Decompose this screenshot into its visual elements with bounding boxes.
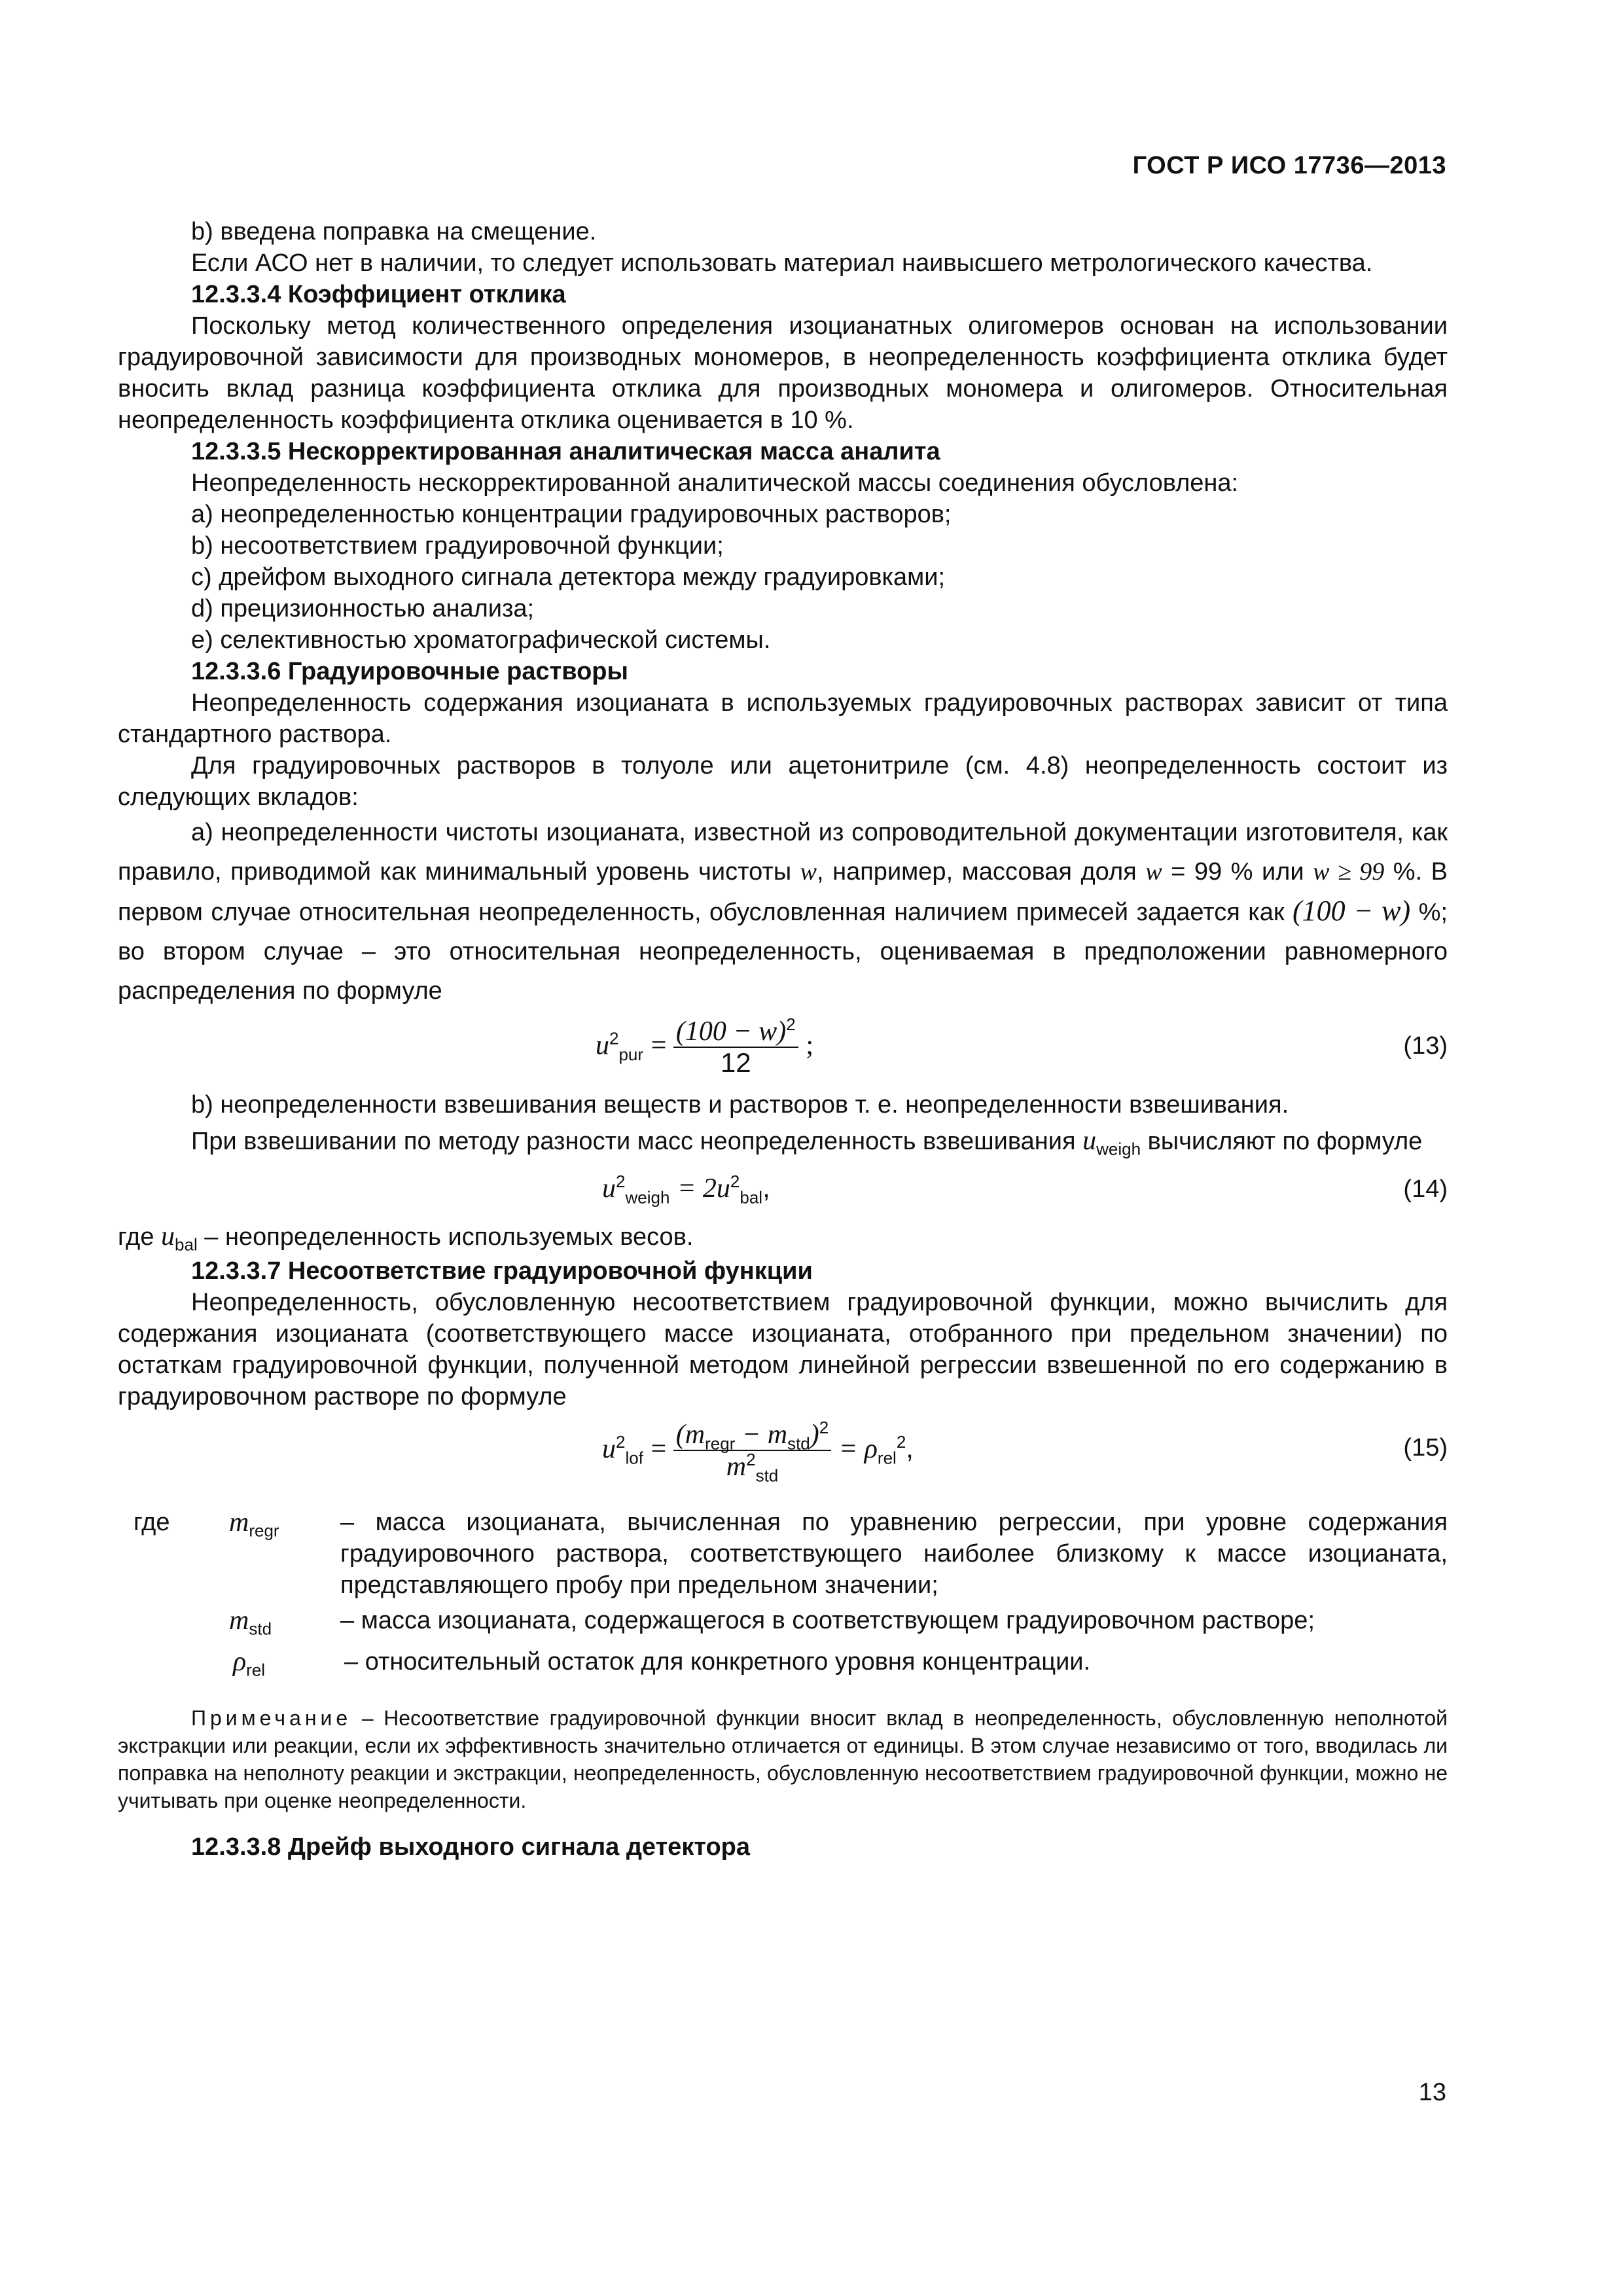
def-symbol: m [229,1507,249,1537]
paragraph: Поскольку метод количественного определения изоцианатных олигомеров основан на использовании градуировочной зависимости для производных мономеров, в неопределенность коэффициента отклика будет вносить вклад разница коэффициента отклика для производных мономера и олигомеров. Относительная неопределенность коэффициента отклика оценивается в 10 %. [118,312,1448,434]
def-sub: std [249,1619,272,1639]
list-item: e) селективностью хроматографической системы. [191,626,771,654]
note-text: – Несоответствие градуировочной функции вносит вклад в неопределенность, обусловленную неполнотой экстракции или реакции, если их эффективность значительно отличается от единицы. В этом случае независимо от того, вводилась ли поправка на неполноту реакции и экстракции, неопределенность, обусловленную несоответствием градуировочной функции, можно не учитывать при оценке неопределенности. [118,1706,1448,1812]
paragraph-weighing [118,1121,1448,1162]
def-text: – масса изоцианата, вычисленная по уравнению регрессии, при уровне содержания градуировочного раствора, соответствующего наиболее близкому к массе изоцианата, представляющего пробу при предельном значении; [340,1509,1448,1599]
eq-sub: std [755,1465,779,1486]
eq-symbol: u [596,1030,609,1061]
list-item: a) неопределенностью концентрации градуировочных растворов; [191,501,952,528]
definition-row [118,1646,1448,1678]
eq-sub: lof [625,1448,643,1468]
text: При взвешивании по методу разности масс неопределенность взвешивания [191,1128,1076,1155]
eq-denominator: m [726,1452,747,1482]
equation-number: (13) [1403,1032,1448,1060]
math-expression: w ≥ 99 [1313,858,1385,886]
list-item: d) прецизионностью анализа; [191,595,535,622]
text: a) неопределенности чистоты изоцианата, известной из сопроводительной документации изготовителя, как правило, приводимой как минимальный уровень чистоты [118,819,1448,886]
text: , например, массовая доля [817,858,1137,886]
where-label: где [134,1509,170,1536]
note [118,1704,1448,1814]
section-heading: 12.3.3.8 Дрейф выходного сигнала детектора [191,1833,750,1861]
text: = 99 % или [1171,858,1304,886]
eq-symbol: u [602,1434,616,1465]
eq-sub: regr [705,1433,736,1454]
math-symbol: w [1145,858,1162,886]
definition-row [118,1605,1448,1637]
equation-number: (15) [1403,1434,1448,1462]
eq-sup: 2 [609,1028,619,1049]
section-heading: 12.3.3.5 Нескорректированная аналитическая масса аналита [191,438,940,465]
eq-sub: rel [877,1448,897,1468]
def-sub: rel [246,1660,266,1680]
eq-sub: bal [740,1187,763,1208]
eq-sup: 2 [746,1450,756,1469]
eq-sup: 2 [786,1014,796,1034]
list-item: c) дрейфом выходного сигнала детектора между градуировками; [191,564,946,591]
def-symbol: ρ [233,1647,247,1677]
eq-sup: 2 [730,1172,740,1191]
paragraph-bal [118,1218,1448,1255]
paragraph: b) неопределенности взвешивания веществ и растворов т. е. неопределенности взвешивания. [191,1091,1289,1119]
equation-number: (14) [1403,1175,1448,1203]
def-text: – масса изоцианата, содержащегося в соответствующем градуировочном растворе; [340,1607,1315,1634]
math-sub: weigh [1096,1139,1141,1159]
eq-sup: 2 [896,1432,906,1452]
eq-numerator: (100 − w) [675,1016,787,1047]
section-heading: 12.3.3.6 Градуировочные растворы [191,658,628,685]
eq-sub: pur [618,1044,644,1064]
eq-sub: weigh [625,1187,670,1208]
page-body [118,216,1448,1863]
eq-part: ) [810,1420,819,1450]
section-heading: 12.3.3.7 Несоответствие градуировочной функции [191,1257,813,1285]
eq-tail: , [762,1172,770,1203]
eq-sup: 2 [819,1418,829,1437]
def-symbol: m [229,1605,249,1636]
paragraph-purity [118,813,1448,1011]
text: – неопределенность используемых весов. [204,1223,694,1251]
text: вычисляют по формуле [1147,1128,1423,1155]
eq-tail: , [906,1433,914,1464]
paragraph: Если АСО нет в наличии, то следует использовать материал наивысшего метрологического качества. [191,249,1373,277]
paragraph: b) введена поправка на смещение. [191,218,597,245]
def-text: – относительный остаток для конкретного уровня концентрации. [344,1648,1091,1676]
eq-part: (m [675,1420,705,1450]
eq-rhs: = 2u [677,1174,730,1204]
eq-denominator: 12 [720,1047,751,1078]
eq-sub: std [787,1433,810,1454]
eq-sup: 2 [616,1172,626,1191]
fraction [673,1418,831,1486]
paragraph: Для градуировочных растворов в толуоле или ацетонитриле (см. 4.8) неопределенность состоит из следующих вкладов: [118,752,1448,811]
math-expression: (100 − w) [1292,895,1411,927]
eq-rhs: = ρ [838,1434,878,1465]
definitions-list [118,1507,1448,1678]
eq-sup: 2 [616,1432,626,1452]
list-item: b) несоответствием градуировочной функции; [191,532,724,560]
eq-part: − m [735,1420,788,1450]
eq-symbol: u [602,1174,616,1204]
text: где [118,1223,154,1251]
page-number: 13 [1418,2079,1446,2106]
paragraph: Неопределенность нескорректированной аналитической массы соединения обусловлена: [191,469,1239,497]
eq-tail: ; [806,1030,814,1061]
math-symbol: u [1082,1126,1097,1156]
note-label: Примечание [191,1706,352,1730]
math-symbol: u [161,1221,175,1251]
def-sub: regr [249,1520,279,1541]
definition-row [118,1507,1448,1601]
equation-15: $u^2_{lof}$ = $\frac{(m_{regr} - m_{std})^2}{m^2_{std}}$ = $\rho_{rel}^2$, (15) [602,1418,1448,1486]
text: %. В первом случае относительная неопределенность, обусловленная наличием примесей задается как [118,858,1448,926]
paragraph: Неопределенность содержания изоцианата в используемых градуировочных растворах зависит от типа стандартного раствора. [118,689,1448,748]
fraction [673,1016,798,1078]
equation-13: $u^2_{pur}$ = $\frac{(100 - w)^2}{12}$ ; (13) [596,1014,1448,1078]
math-symbol: w [800,858,817,886]
text: %; во втором случае – это относительная неопределенность, оцениваемая в предположении равномерного распределения по формуле [118,899,1448,1005]
standard-code-header: ГОСТ Р ИСО 17736—2013 [1132,152,1446,179]
equation-14 [118,1162,1448,1218]
paragraph: Неопределенность, обусловленную несоответствием градуировочной функции, можно вычислить для содержания изоцианата (соответствующего массе изоцианата, отобранного при предельном значении) по остаткам градуировочной функции, полученной методом линейной регрессии взвешенной по его содержанию в градуировочном растворе по формуле [118,1289,1448,1410]
math-sub: bal [175,1234,198,1255]
section-heading: 12.3.3.4 Коэффициент отклика [191,281,566,308]
